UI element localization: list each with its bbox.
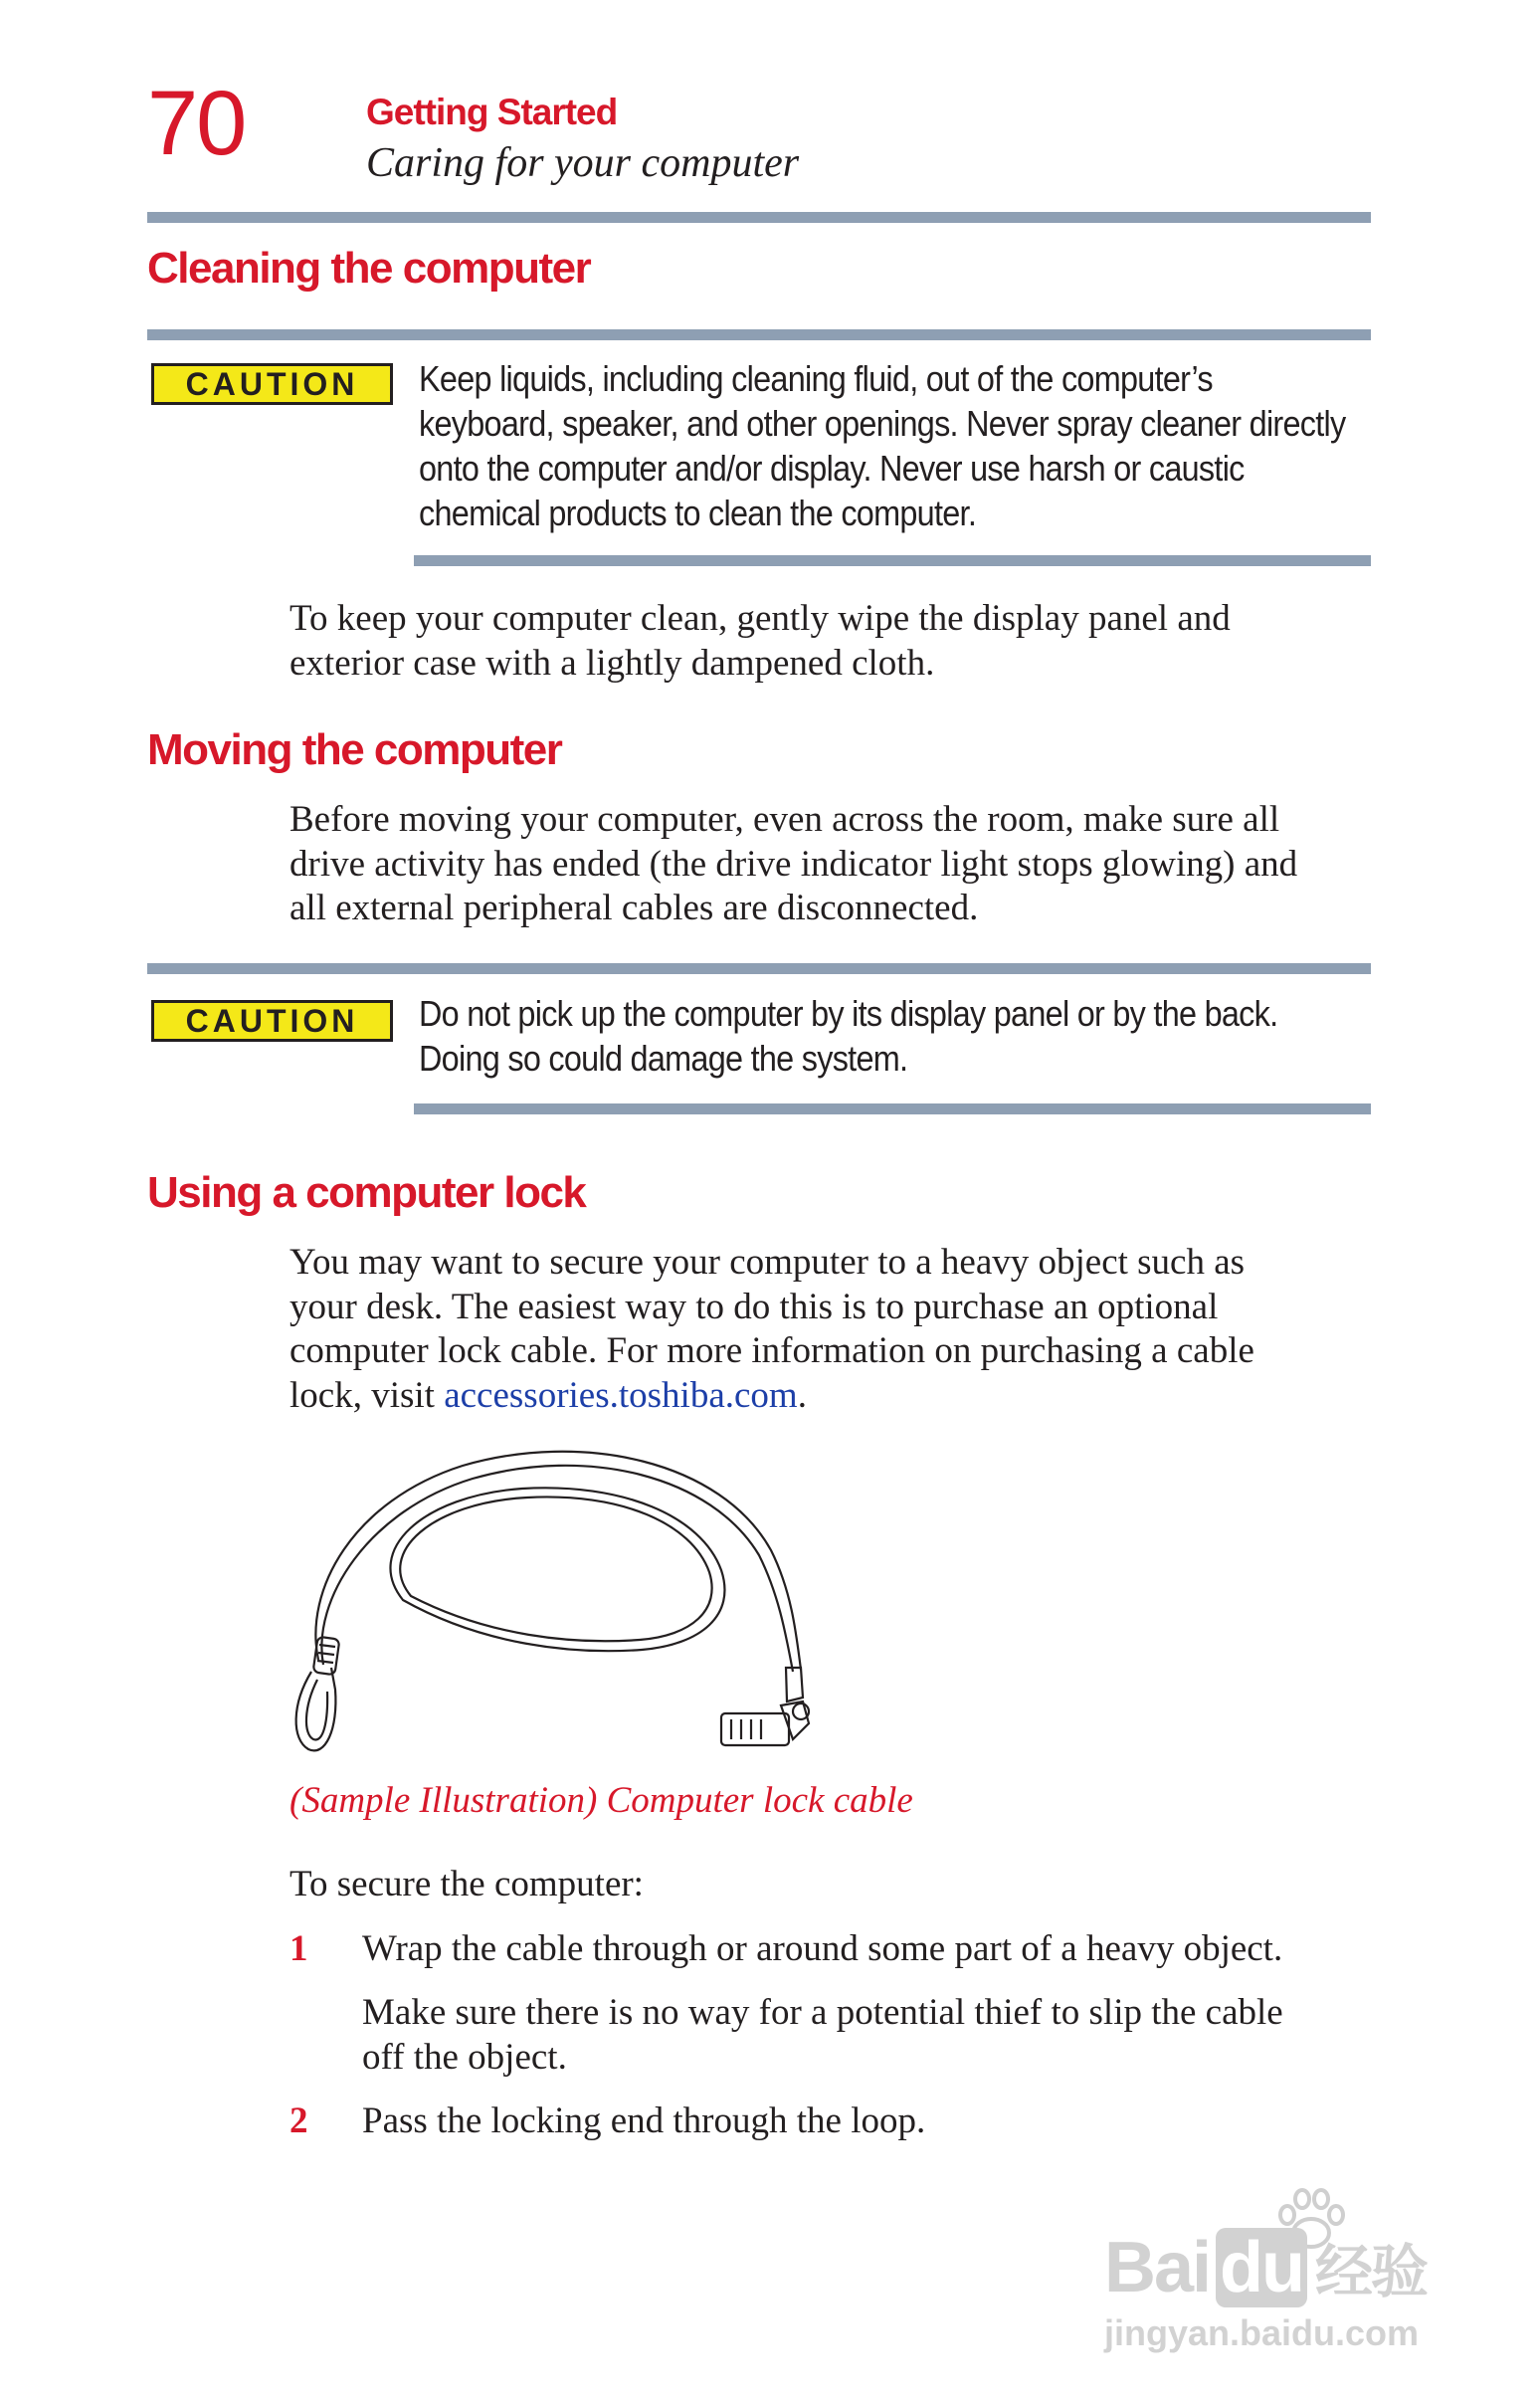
figure-caption: (Sample Illustration) Computer lock cable [289,1780,913,1821]
chapter-title: Getting Started [366,92,618,132]
paragraph-line [289,1374,1384,1419]
paragraph-line: You may want to secure your computer to a heavy object such as [289,1242,1246,1283]
step-text: Wrap the cable through or around some part of a heavy object. [362,1928,1283,1969]
caution-line: Do not pick up the computer by its display panel or by the back. [419,993,1278,1034]
caution-badge: CAUTION [151,363,393,405]
lock-paragraph [289,1241,1384,1418]
paragraph-line: drive activity has ended (the drive indicator light stops glowing) and [289,843,1298,885]
paragraph-line: To keep your computer clean, gently wipe the display panel and [289,598,1231,639]
caution-line: Keep liquids, including cleaning fluid, out of the computer’s [419,358,1213,399]
paragraph-line: Make sure there is no way for a potential thief to slip the cable [362,1992,1283,2033]
secure-intro: To secure the computer: [289,1864,644,1904]
caution-line: Doing so could damage the system. [419,1038,908,1079]
caution-text [419,356,1359,535]
lock-cable-illustration [284,1441,826,1771]
watermark-brand-du: du [1216,2228,1307,2307]
moving-paragraph [289,798,1384,931]
accessories-link[interactable]: accessories.toshiba.com [444,1374,798,1416]
header-divider [147,212,1371,223]
heading-cleaning: Cleaning the computer [147,244,591,293]
caution-line: keyboard, speaker, and other openings. Never spray cleaner directly [419,403,1346,444]
heading-lock: Using a computer lock [147,1168,586,1217]
paragraph-line: off the object. [362,2036,567,2078]
watermark-brand-cn: 经验 [1315,2240,1428,2304]
caution-badge: CAUTION [151,1000,393,1042]
line-suffix: . [797,1374,807,1416]
caution-text [419,991,1359,1081]
line-prefix: lock, visit [289,1374,445,1416]
paragraph-line: Before moving your computer, even across the room, make sure all [289,799,1280,840]
cleaning-paragraph [289,597,1384,686]
caution-top-rule [147,329,1371,340]
heading-moving: Moving the computer [147,725,562,774]
caution-line: chemical products to clean the computer. [419,493,977,533]
page-number: 70 [147,73,246,174]
step-number: 1 [289,1928,308,1969]
paragraph-line: computer lock cable. For more information on purchasing a cable [289,1330,1254,1371]
caution-bottom-rule [414,1103,1371,1114]
step-note [362,1991,1377,2080]
step-text: Pass the locking end through the loop. [362,2100,926,2141]
step-number: 2 [289,2100,308,2141]
watermark-url: jingyan.baidu.com [1104,2312,1420,2353]
watermark-brand: Bai [1104,2228,1211,2307]
paragraph-line: exterior case with a lightly dampened cloth. [289,642,935,684]
caution-line: onto the computer and/or display. Never use harsh or caustic [419,448,1245,489]
paragraph-line: your desk. The easiest way to do this is to purchase an optional [289,1286,1219,1327]
paragraph-line: all external peripheral cables are disconnected. [289,888,979,928]
caution-bottom-rule [414,555,1371,566]
caution-top-rule [147,963,1371,974]
baidu-watermark [1104,2185,1462,2354]
subchapter-title: Caring for your computer [366,140,800,186]
